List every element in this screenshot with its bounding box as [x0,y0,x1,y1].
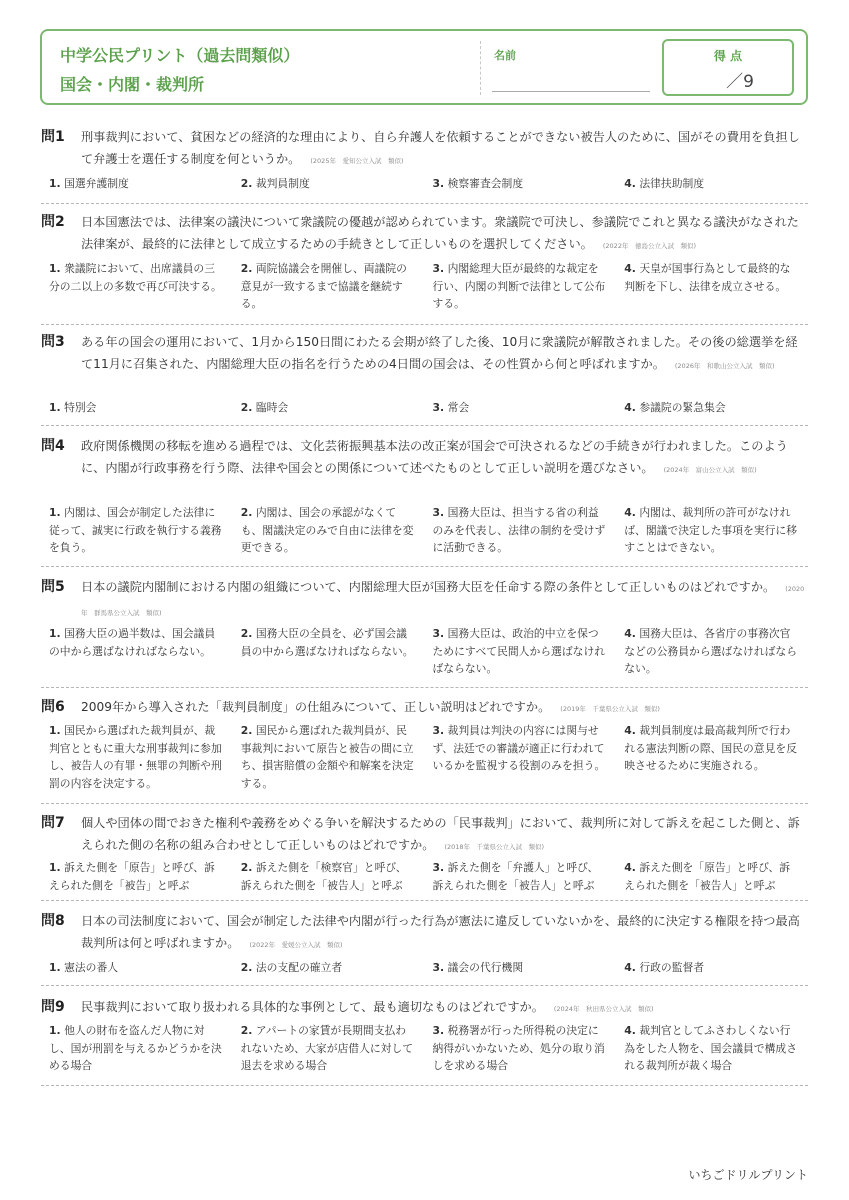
question-source: (2022年 徳島公立入試 類似) [602,242,696,250]
option-3[interactable]: 3. 議会の代行機関 [432,961,524,974]
question-text: 民事裁判において取り扱われる具体的な事例として、最も適切なものはどれですか。 (2024年 秋田県公立入試 類似) [81,1000,654,1014]
option-2[interactable]: 2. 国務大臣の全員を、必ず国会議員の中から選ばなければならない。 [240,627,414,658]
option-1[interactable]: 1. 衆議院において、出席議員の三分の二以上の多数で再び可決する。 [49,262,222,293]
question-source: (2019年 千葉県公立入試 類似) [560,705,660,713]
question-number: 問4 [41,438,65,454]
option-4[interactable]: 4. 内閣は、裁判所の許可がなければ、閣議で決定した事項を実行に移すことはできない。 [624,506,797,554]
name-label: 名前 [494,49,516,62]
option-1[interactable]: 1. 他人の財布を盗んだ人物に対し、国が刑罰を与えるかどうかを決める場合 [49,1024,222,1072]
question-4 [41,435,808,567]
question-number: 問8 [41,913,65,929]
option-4[interactable]: 4. 参議院の緊急集会 [624,401,726,414]
question-source: (2020年 群馬県公立入試 類似) [81,585,805,617]
option-3[interactable]: 3. 国務大臣は、政治的中立を保つためにすべて民間人から選ばなければならない。 [432,627,606,675]
question-5 [41,576,808,688]
options [41,260,808,313]
question-number: 問3 [41,334,65,350]
score-box [662,39,794,96]
option-2[interactable]: 2. 内閣は、国会の承認がなくても、閣議決定のみで自由に法律を変更できる。 [240,506,414,554]
option-4[interactable]: 4. 国務大臣は、各省庁の事務次官などの公務員から選ばなければならない。 [624,627,797,675]
name-field[interactable] [492,91,650,92]
option-4[interactable]: 4. 法律扶助制度 [624,177,705,190]
question-text: 日本の議院内閣制における内閣の組織について、内閣総理大臣が国務大臣を任命する際の条件として正しいものはどれですか。 (2020年 群馬県公立入試 類似) [81,580,805,617]
option-2[interactable]: 2. 両院協議会を開催し、両議院の意見が一致するまで協議を継続する。 [240,262,407,310]
score-value: ／9 [726,72,754,92]
question-text: 2009年から導入された「裁判員制度」の仕組みについて、正しい説明はどれですか。 (2019年 千葉県公立入試 類似) [81,700,660,714]
option-1[interactable]: 1. 訴えた側を「原告」と呼び、訴えられた側を「被告」と呼ぶ [49,861,215,892]
option-3[interactable]: 3. 裁判員は判決の内容には関与せず、法廷での審議が適正に行われているかを監視する役割のみを担う。 [432,724,606,772]
option-2[interactable]: 2. 裁判員制度 [240,177,310,190]
score-label: 得 点 [713,49,743,63]
option-3[interactable]: 3. 内閣総理大臣が最終的な裁定を行い、内閣の判断で法律として公布する。 [432,262,606,310]
option-2[interactable]: 2. アパートの家賃が長期間支払われないため、大家が店借人に対して退去を求める場合 [240,1024,414,1072]
question-number: 問9 [41,999,65,1015]
question-source: (2018年 千葉県公立入試 類似) [444,843,545,851]
option-4[interactable]: 4. 訴えた側を「原告」と呼び、訴えられた側を「被告人」と呼ぶ [624,861,791,892]
question-text: 刑事裁判において、貧困などの経済的な理由により、自ら弁護人を依頼することができない被告人のために、国がその費用を負担して弁護士を選任する制度を何というか。 (2025年 愛知公立入試 類似) [81,130,800,166]
option-2[interactable]: 2. 臨時会 [240,401,289,414]
option-1[interactable]: 1. 特別会 [49,401,97,414]
question-2 [41,211,808,325]
question-9 [41,996,808,1086]
options [41,959,808,977]
options [41,1022,808,1075]
question-text: 個人や団体の間でおきた権利や義務をめぐる争いを解決するための「民事裁判」において、裁判所に対して訴えを起こした側と、訴えられた側の名称の組み合わせとして正しいものはどれですか。 (2018年 千葉県公立入試 類似) [81,816,800,852]
question-text: 日本の司法制度において、国会が制定した法律や内閣が行った行為が憲法に違反していないかを、最終的に決定する権限を持つ最高裁判所は何と呼ばれますか。 (2022年 愛媛公立入試 類似) [81,914,800,950]
option-3[interactable]: 3. 国務大臣は、担当する省の利益のみを代表し、法律の制約を受けずに活動できる。 [432,506,606,554]
question-8 [41,910,808,986]
question-source: (2026年 和歌山公立入試 類似) [674,362,775,370]
options [41,625,808,678]
options [41,859,808,894]
header-divider [480,41,481,95]
option-4[interactable]: 4. 裁判官としてふさわしくない行為をした人物を、国会議員で構成される裁判所が裁く場合 [624,1024,797,1072]
option-1[interactable]: 1. 国民から選ばれた裁判員が、裁判官とともに重大な刑事裁判に参加し、被告人の有罪・無罪の判断や刑罰の内容を決定する。 [49,724,222,790]
options [41,504,808,557]
question-7 [41,812,808,901]
option-2[interactable]: 2. 国民から選ばれた裁判員が、民事裁判において原告と被告の間に立ち、損害賠償の金額や和解案を決定する。 [240,724,414,790]
question-text: ある年の国会の運用において、1月から150日間にわたる会期が終了した後、10月に衆議院が解散されました。その後の総選挙を経て11月に召集された、内閣総理大臣の指名を行うための4日間の国会は、その性質から何と呼ばれますか。 (2026年 和歌山公立入試 類似) [81,335,798,371]
option-4[interactable]: 4. 行政の監督者 [624,961,705,974]
options [41,399,808,417]
question-text: 日本国憲法では、法律案の議決について衆議院の優越が認められています。衆議院で可決し、参議院でこれと異なる議決がなされた法律案が、最終的に法律として成立するための手続きとして正しいものを選択してください。 (2022年 徳島公立入試 類似) [81,215,799,251]
question-source: (2025年 愛知公立入試 類似) [310,157,404,165]
question-1 [41,126,808,204]
question-6 [41,696,808,804]
footer-brand: いちごドリルプリント [688,1168,808,1182]
question-text: 政府関係機関の移転を進める過程では、文化芸術振興基本法の改正案が国会で可決されるなどの手続きが行われました。このように、内閣が行政事務を行う際、法律や国会との関係について述べたものとして正しい説明を選びなさい。 (2024年 富山公立入試 類似) [81,439,788,475]
question-number: 問5 [41,579,65,595]
option-3[interactable]: 3. 税務署が行った所得税の決定に納得がいかないため、処分の取り消しを求める場合 [432,1024,605,1072]
question-3 [41,331,808,426]
question-number: 問1 [41,129,65,145]
option-3[interactable]: 3. 検察審査会制度 [432,177,524,190]
question-number: 問7 [41,815,65,831]
option-2[interactable]: 2. 法の支配の確立者 [240,961,343,974]
question-source: (2024年 富山公立入試 類似) [663,466,757,474]
option-1[interactable]: 1. 国務大臣の過半数は、国会議員の中から選ばなければならない。 [49,627,216,658]
option-3[interactable]: 3. 常会 [432,401,470,414]
question-source: (2024年 秋田県公立入試 類似) [553,1005,654,1013]
option-1[interactable]: 1. 憲法の番人 [49,961,119,974]
question-number: 問6 [41,699,65,715]
worksheet-header [40,29,808,105]
options [41,175,808,193]
option-2[interactable]: 2. 訴えた側を「検察官」と呼び、訴えられた側を「被告人」と呼ぶ [240,861,407,892]
option-1[interactable]: 1. 内閣は、国会が制定した法律に従って、誠実に行政を執行する義務を負う。 [49,506,222,554]
option-4[interactable]: 4. 裁判員制度は最高裁判所で行われる憲法判断の際、国民の意見を反映させるために実施される。 [624,724,797,772]
worksheet-title: 中学公民プリント（過去問類似） [60,46,300,65]
options [41,722,808,792]
question-source: (2022年 愛媛公立入試 類似) [249,941,343,949]
question-number: 問2 [41,214,65,230]
option-1[interactable]: 1. 国選弁護制度 [49,177,129,190]
option-3[interactable]: 3. 訴えた側を「弁護人」と呼び、訴えられた側を「被告人」と呼ぶ [432,861,599,892]
worksheet-subtitle: 国会・内閣・裁判所 [60,75,205,94]
option-4[interactable]: 4. 天皇が国事行為として最終的な判断を下し、法律を成立させる。 [624,262,791,293]
